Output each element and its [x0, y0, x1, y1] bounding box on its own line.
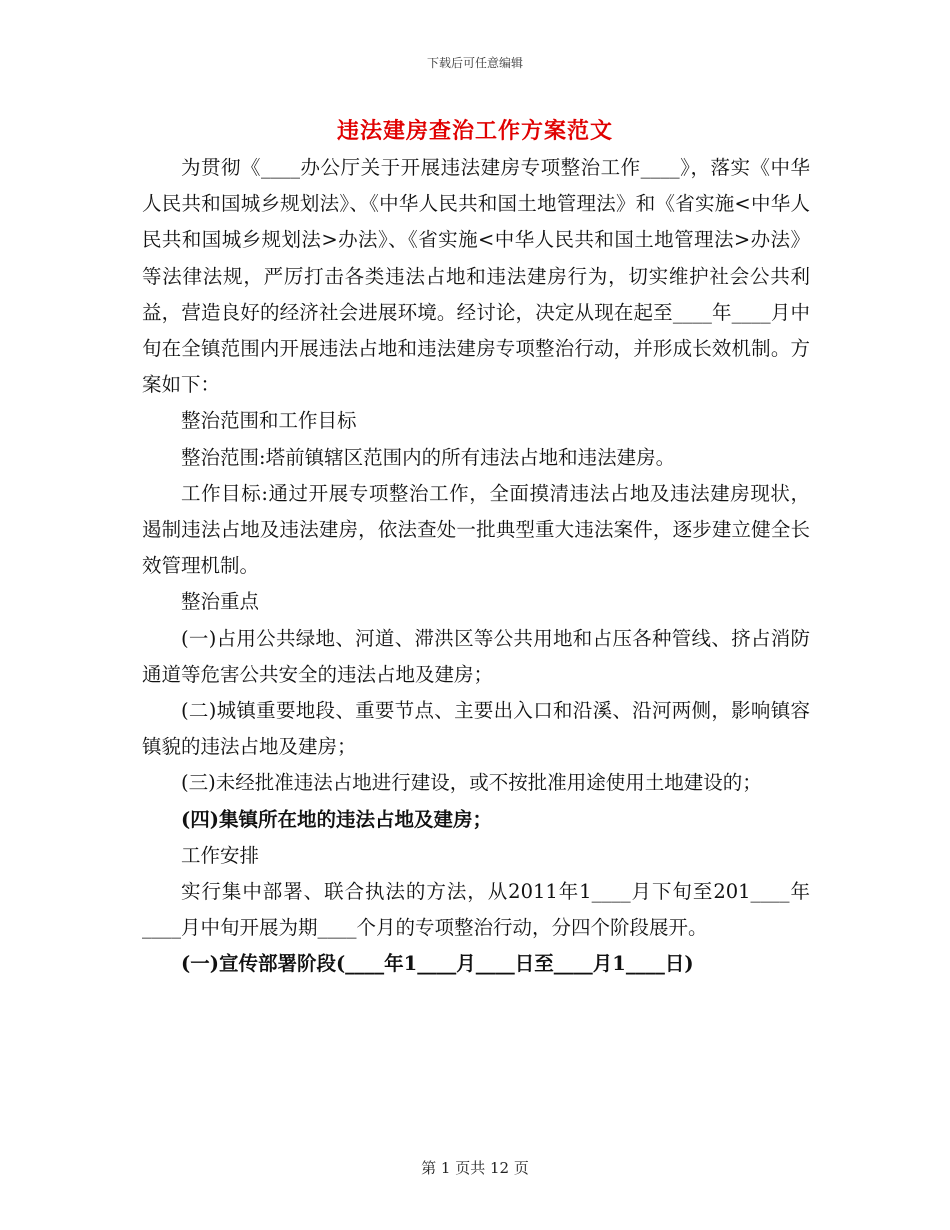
document-body: [142, 150, 810, 983]
list-item-3: (三)未经批准违法占地进行建设，或不按批准用途使用土地建设的；: [181, 771, 762, 795]
header-note: 下载后可任意编辑: [426, 56, 523, 70]
stage-heading-1: (一)宣传部署阶段(____年1____月____日至____月1____日): [181, 952, 694, 976]
paragraph-intro: 为贯彻《____办公厅关于开展违法建房专项整治工作____》，落实《中华人民共和国城乡规划法》、《中华人民共和国土地管理法》和《省实施<中华人民共和国城乡规划法>办法》、《省实施<中华人民共和国土地管理法>办法》等法律法规，严厉打击各类违法占地和违法建房行为，切实维护社会公共利益，营造良好的经济社会进展环境。经讨论，决定从现在起至____年____月中旬在全镇范围内开展违法占地和违法建房专项整治行动，并形成长效机制。方案如下：: [142, 156, 810, 397]
list-item-1: (一)占用公共绿地、河道、滞洪区等公共用地和占压各种管线、挤占消防通道等危害公共安全的违法占地及建房；: [142, 626, 810, 686]
paragraph-scope: 整治范围:塔前镇辖区范围内的所有违法占地和违法建房。: [181, 445, 676, 469]
paragraph-goals: 工作目标:通过开展专项整治工作，全面摸清违法占地及违法建房现状，遏制违法占地及违法建房，依法查处一批典型重大违法案件，逐步建立健全长效管理机制。: [142, 481, 810, 578]
list-item-4: (四)集镇所在地的违法占地及建房；: [181, 807, 492, 831]
heading-focus: 整治重点: [181, 590, 260, 614]
heading-scope-goals: 整治范围和工作目标: [181, 409, 357, 433]
document-title: 违法建房查治工作方案范文: [336, 118, 613, 144]
paragraph-arrangement: 实行集中部署、联合执法的方法，从2011年1____月下旬至201____年____月中旬开展为期____个月的专项整治行动，分四个阶段展开。: [142, 880, 810, 940]
list-item-2: (二)城镇重要地段、重要节点、主要出入口和沿溪、沿河两侧，影响镇容镇貌的违法占地及建房；: [142, 699, 810, 759]
heading-arrangement: 工作安排: [181, 843, 260, 867]
page-number: 第 1 页共 12 页: [421, 1159, 529, 1177]
